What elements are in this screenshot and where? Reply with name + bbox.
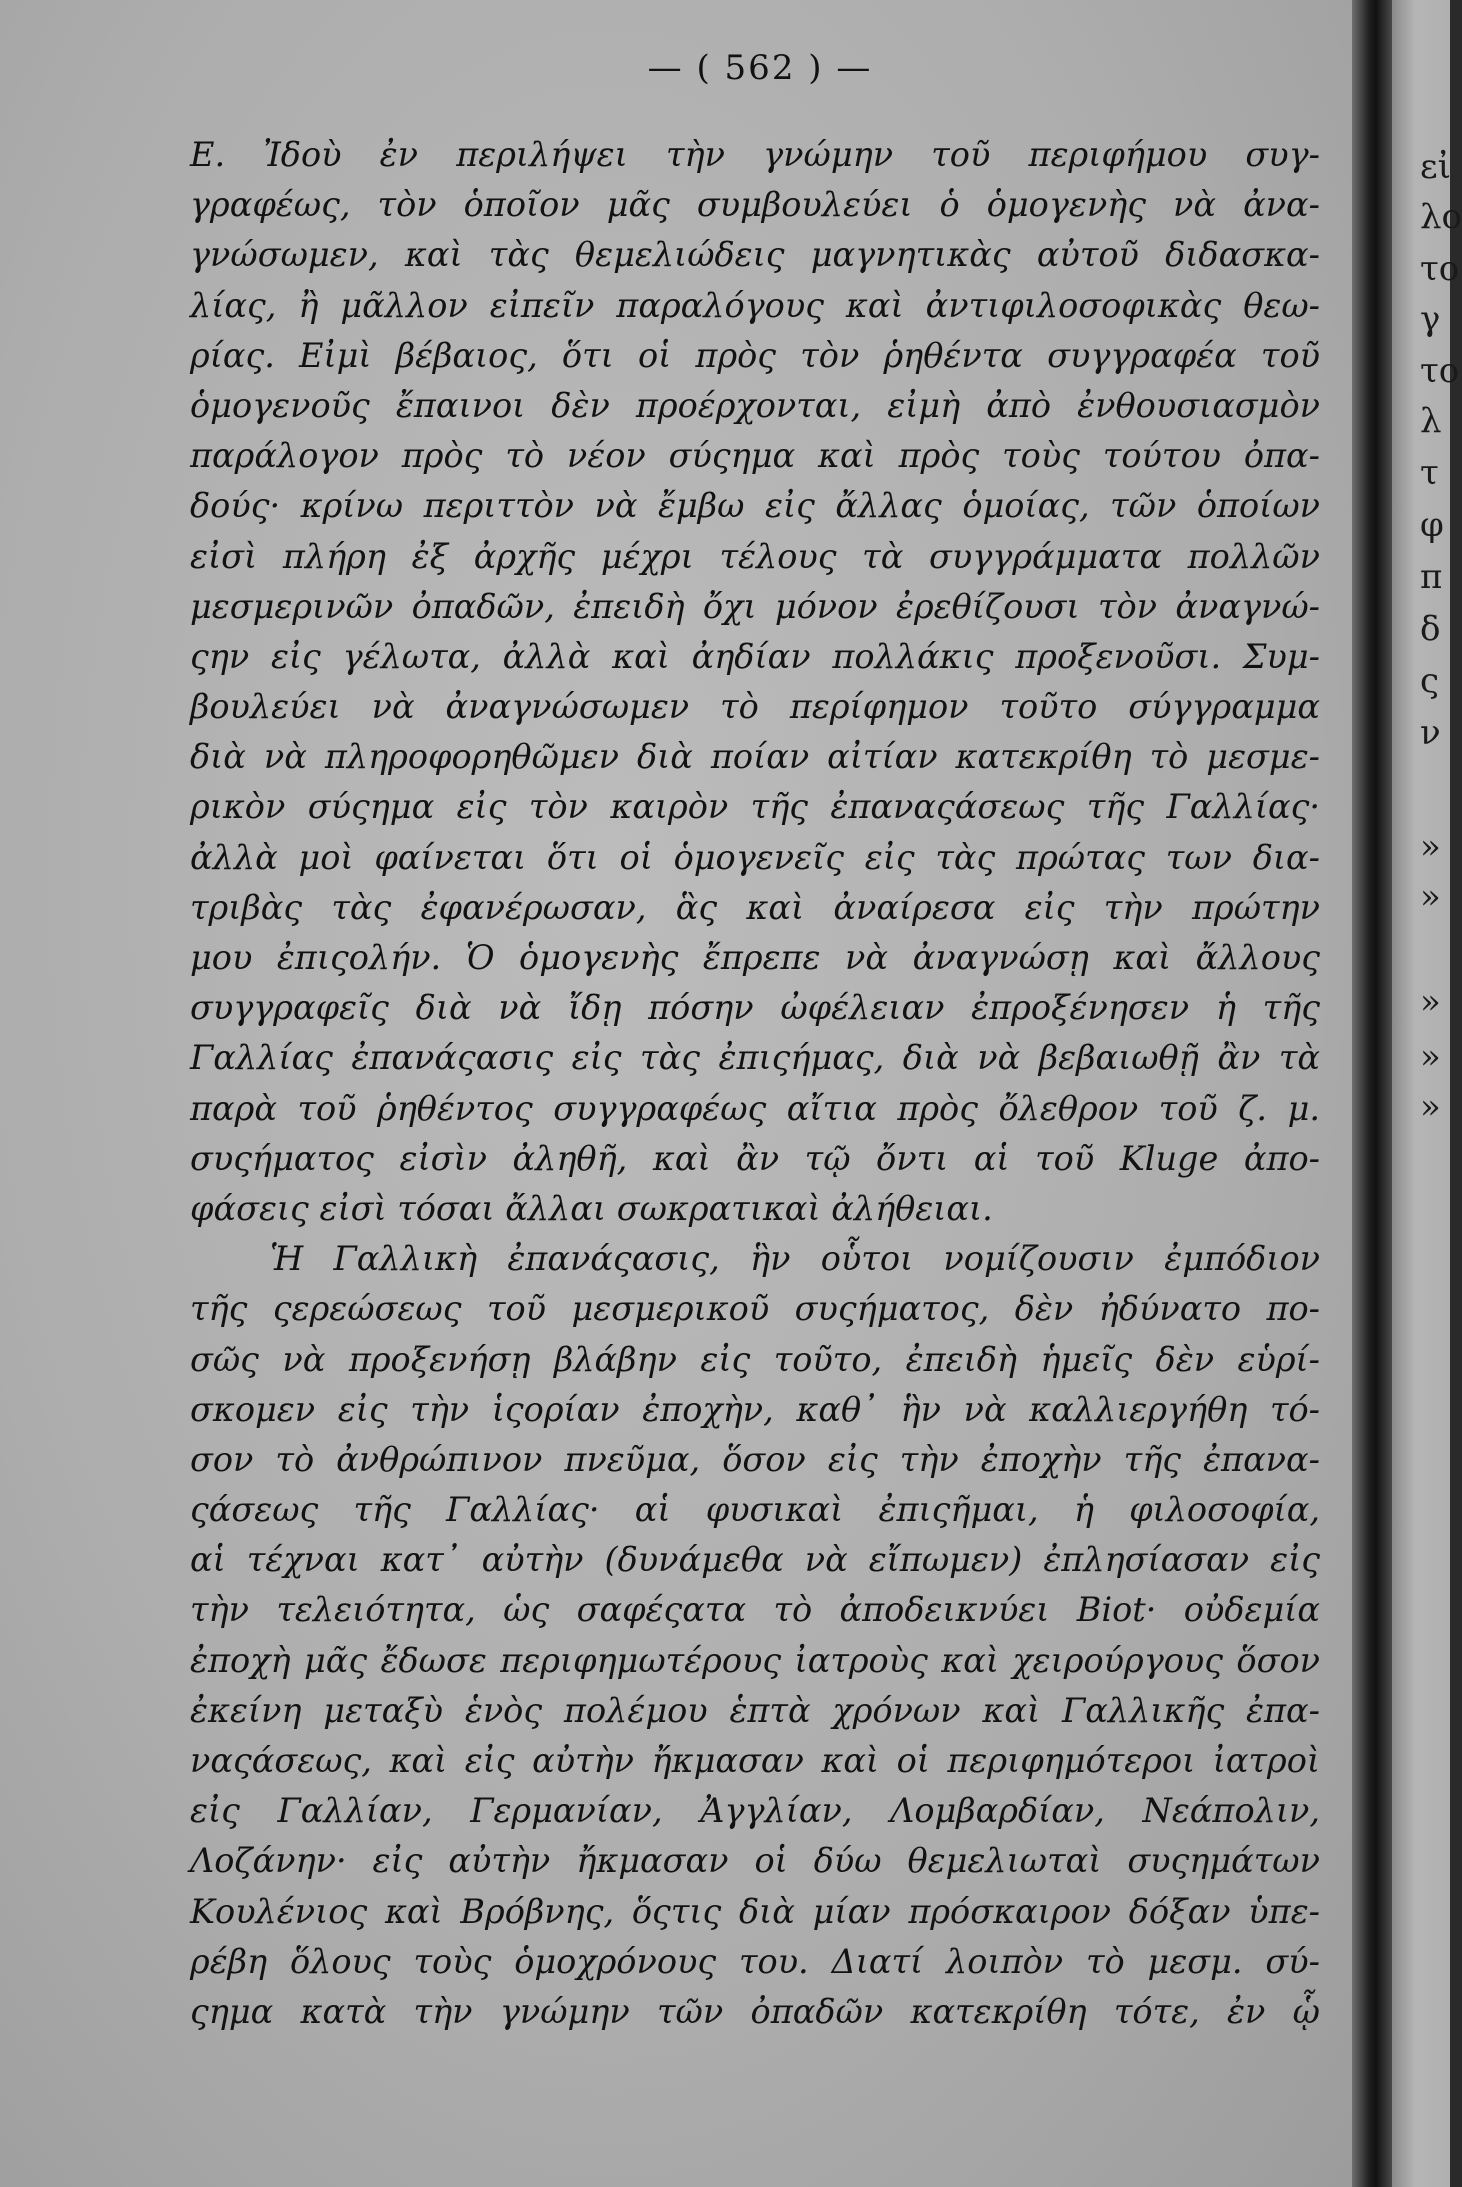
facing-fragment: το [1420,249,1460,289]
facing-fragment: » [1420,827,1441,867]
text-line: ὁμογενοῦς ἔπαινοι δὲν προέρχονται, εἰμὴ ἀπὸ ἐνθουσιασμὸν [190,385,1320,425]
text-line: παράλογον πρὸς τὸ νέον σύςημα καὶ πρὸς τοὺς τούτου ὀπα- [190,436,1320,476]
text-line: παρὰ τοῦ ῥηθέντος συγγραφέως αἴτια πρὸς ὄλεθρον τοῦ ζ. μ. [190,1088,1320,1128]
book-gutter [1352,0,1392,2187]
text-line: δούς· κρίνω περιττὸν νὰ ἔμβω εἰς ἄλλας ὁμοίας, τῶν ὁποίων [190,486,1320,526]
facing-fragment: » [1420,877,1441,917]
text-line: Κουλένιος καὶ Βρόβνης, ὅςτις διὰ μίαν πρόσκαιρον δόξαν ὑπε- [190,1891,1320,1931]
facing-fragment: » [1420,982,1441,1022]
facing-fragment: » [1420,1037,1441,1077]
text-line: σον τὸ ἀνθρώπινον πνεῦμα, ὅσον εἰς τὴν ἐποχὴν τῆς ἐπανα- [190,1439,1320,1479]
facing-fragment: δ [1420,609,1441,649]
facing-fragment: το [1420,351,1460,391]
facing-fragment: ν [1420,713,1441,753]
text-line: μου ἐπιςολήν. Ὁ ὁμογενὴς ἔπρεπε νὰ ἀναγνώσῃ καὶ ἄλλους [190,938,1320,977]
text-line: τριβὰς τὰς ἐφανέρωσαν, ἃς καὶ ἀναίρεσα εἰς τὴν πρώτην [190,887,1320,927]
facing-page-edge [1392,0,1462,2187]
facing-fragment: εἰ [1420,147,1451,187]
text-line: ἐκείνη μεταξὺ ἑνὸς πολέμου ἑπτὰ χρόνων καὶ Γαλλικῆς ἐπα- [190,1690,1320,1730]
text-line: ςημα κατὰ τὴν γνώμην τῶν ὀπαδῶν κατεκρίθη τότε, ἐν ᾧ [190,1991,1320,2031]
facing-fragment: λο [1420,197,1462,237]
paragraph-1 [190,130,1320,1234]
text-line: ρίας. Εἰμὶ βέβαιος, ὅτι οἱ πρὸς τὸν ῥηθέντα συγγραφέα τοῦ [190,335,1320,375]
text-line: μεσμερινῶν ὀπαδῶν, ἐπειδὴ ὄχι μόνον ἐρεθίζουσι τὸν ἀναγνώ- [190,586,1320,626]
text-line: φάσεις εἰσὶ τόσαι ἄλλαι σωκρατικαὶ ἀλήθειαι. [190,1188,993,1228]
text-line: ἀλλὰ μοὶ φαίνεται ὅτι οἱ ὁμογενεῖς εἰς τὰς πρώτας των δια- [190,837,1320,877]
text-line: Λοζάνην· εἰς αὐτὴν ἤκμασαν οἱ δύω θεμελιωταὶ συςημάτων [190,1841,1320,1881]
page-number-header: — ( 562 ) — [647,48,873,88]
facing-fragment: τ [1420,453,1439,493]
text-line: εἰσὶ πλήρη ἐξ ἀρχῆς μέχρι τέλους τὰ συγγράμματα πολλῶν [190,536,1320,576]
facing-fragment: ς [1420,661,1440,701]
text-line: Ε. Ἰδοὺ ἐν περιλήψει τὴν γνώμην τοῦ περιφήμου συγ- [190,135,1320,174]
text-line: αἱ τέχναι κατ᾽ αὐτὴν (δυνάμεθα νὰ εἴπωμεν) ἐπλησίασαν εἰς [190,1540,1320,1580]
facing-fragment: φ [1420,505,1444,545]
facing-fragment: π [1420,557,1443,597]
text-line: ναςάσεως, καὶ εἰς αὐτὴν ἤκμασαν καὶ οἱ περιφημότεροι ἰατροὶ [190,1741,1320,1780]
text-line: ρικὸν σύςημα εἰς τὸν καιρὸν τῆς ἐπαναςάσεως τῆς Γαλλίας· [190,787,1320,827]
facing-fragment: γ [1420,299,1441,339]
paragraph-2 [190,1234,1320,2037]
text-line: Γαλλίας ἐπανάςασις εἰς τὰς ἐπιςήμας, διὰ νὰ βεβαιωθῇ ἂν τὰ [190,1038,1320,1078]
facing-fragment: λ [1420,401,1442,441]
text-line: γραφέως, τὸν ὁποῖον μᾶς συμβουλεύει ὁ ὁμογενὴς νὰ ἀνα- [190,185,1320,225]
facing-fragment: » [1420,1087,1441,1127]
text-line: ςάσεως τῆς Γαλλίας· αἱ φυσικαὶ ἐπιςῆμαι, ἡ φιλοσοφία, [190,1490,1320,1530]
text-line: τὴν τελειότητα, ὡς σαφέςατα τὸ ἀποδεικνύει Biot· οὐδεμία [190,1590,1320,1630]
text-line: διὰ νὰ πληροφορηθῶμεν διὰ ποίαν αἰτίαν κατεκρίθη τὸ μεσμε- [190,737,1320,777]
text-line: λίας, ἢ μᾶλλον εἰπεῖν παραλόγους καὶ ἀντιφιλοσοφικὰς θεω- [190,285,1320,325]
text-line: Ἡ Γαλλικὴ ἐπανάςασις, ἣν οὗτοι νομίζουσιν ἐμπόδιον [270,1239,1320,1279]
text-line: σῶς νὰ προξενήσῃ βλάβην εἰς τοῦτο, ἐπειδὴ ἡμεῖς δὲν εὑρί- [190,1339,1320,1379]
text-line: συγγραφεῖς διὰ νὰ ἴδῃ πόσην ὠφέλειαν ἐπροξένησεν ἡ τῆς [190,988,1320,1028]
text-line: ρέβη ὅλους τοὺς ὁμοχρόνους του. Διατί λοιπὸν τὸ μεσμ. σύ- [190,1941,1320,1981]
text-line: συςήματος εἰσὶν ἀληθῆ, καὶ ἂν τῷ ὄντι αἱ τοῦ Kluge ἀπο- [190,1138,1320,1178]
text-line: γνώσωμεν, καὶ τὰς θεμελιώδεις μαγνητικὰς αὐτοῦ διδασκα- [190,235,1320,275]
text-line: σκομεν εἰς τὴν ἱςορίαν ἐποχὴν, καθ᾽ ἣν νὰ καλλιεργήθη τό- [190,1389,1320,1429]
text-line: ἐποχὴ μᾶς ἔδωσε περιφημωτέρους ἰατροὺς καὶ χειρούργους ὅσον [190,1640,1320,1680]
text-line: τῆς ςερεώσεως τοῦ μεσμερικοῦ συςήματος, δὲν ἠδύνατο πο- [190,1289,1320,1329]
page-body [190,130,1320,2037]
text-line: ςην εἰς γέλωτα, ἀλλὰ καὶ ἀηδίαν πολλάκις προξενοῦσι. Συμ- [190,636,1320,676]
text-line: εἰς Γαλλίαν, Γερμανίαν, Ἀγγλίαν, Λομβαρδίαν, Νεάπολιν, [190,1791,1320,1831]
text-line: βουλεύει νὰ ἀναγνώσωμεν τὸ περίφημον τοῦτο σύγγραμμα [190,687,1320,727]
